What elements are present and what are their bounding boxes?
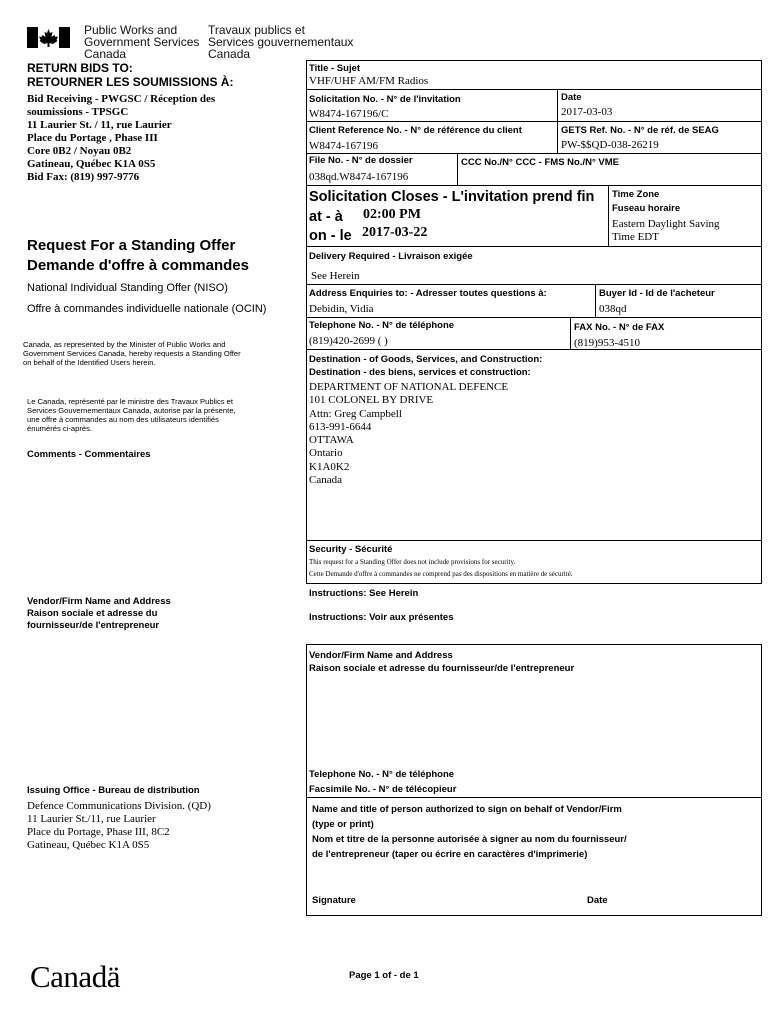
telephone-value: (819)420-2699 ( ) xyxy=(309,335,388,347)
vendor-name-field[interactable] xyxy=(310,678,758,766)
canada-request-en: Canada, as represented by the Minister of Public Works and Government Services Canada, hereby requests a Standing Offer on behalf of the Identified Users herein. xyxy=(23,340,241,367)
gets-ref-label: GETS Ref. No. - N° de réf. de SEAG xyxy=(561,125,719,136)
gets-ref-value: PW-$$QD-038-26219 xyxy=(561,139,659,151)
vendor-fax-label: Facsimile No. - N° de télécopieur xyxy=(309,784,457,795)
fax-value: (819)953-4510 xyxy=(574,337,640,349)
file-no-value: 038qd.W8474-167196 xyxy=(309,171,409,183)
comments-label: Comments - Commentaires xyxy=(27,449,151,460)
authorized-person-label: Name and title of person authorized to sign on behalf of Vendor/Firm (type or print) Nom et titre de la personne autorisée à signer au nom du fournisseur/ de l'entrepreneur (taper ou écrire en caractères d'imprimerie) xyxy=(312,804,627,860)
department-name-fr: Travaux publics et Services gouvernementaux Canada xyxy=(208,23,354,61)
time-zone-label: Time Zone Fuseau horaire xyxy=(612,189,681,214)
solicitation-no-value: W8474-167196/C xyxy=(309,108,389,120)
destination-label: Destination - of Goods, Services, and Construction: Destination - des biens, services et construction: xyxy=(309,354,543,378)
canada-request-fr: Le Canada, représenté par le ministre des Travaux Publics et Services Gouvernementaux Canada, autorise par la présente, une offre à commandes au nom des utilisateurs identifiés énumérés ci-après. xyxy=(27,397,236,433)
destination-address: DEPARTMENT OF NATIONAL DEFENCE 101 COLONEL BY DRIVE Attn: Greg Campbell 613-991-6644 OTTAWA Ontario K1A0K2 Canada xyxy=(309,381,509,487)
address-enquiries-label: Address Enquiries to: - Adresser toutes questions à: xyxy=(309,288,547,299)
request-title: Request For a Standing Offer Demande d'offre à commandes xyxy=(27,237,249,274)
vendor-name-label: Vendor/Firm Name and Address Raison sociale et adresse du fournisseur/de l'entrepreneur xyxy=(309,650,575,674)
closing-date-value: 2017-03-22 xyxy=(362,225,428,240)
niso-en: National Individual Standing Offer (NISO) xyxy=(27,282,228,294)
address-enquiries-value: Debidin, Vidia xyxy=(309,303,374,315)
department-name-en: Public Works and Government Services Canada xyxy=(84,23,200,61)
buyer-id-label: Buyer Id - Id de l'acheteur xyxy=(599,288,715,299)
signature-label: Signature xyxy=(312,895,356,906)
security-text-fr: Cette Demande d'offre à commandes ne comprend pas des dispositions en matière de sécurité. xyxy=(309,570,573,578)
page-number: Page 1 of - de 1 xyxy=(349,970,419,981)
authorized-person-field[interactable] xyxy=(310,864,758,890)
ccc-no-label: CCC No./N° CCC - FMS No./N° VME xyxy=(461,157,620,168)
closing-time-value: 02:00 PM xyxy=(363,207,421,222)
file-no-label: File No. - N° de dossier xyxy=(309,155,413,166)
client-reference-value: W8474-167196 xyxy=(309,140,379,152)
buyer-id-value: 038qd xyxy=(599,303,627,315)
instructions-en: Instructions: See Herein xyxy=(309,588,419,599)
date-value: 2017-03-03 xyxy=(561,106,613,118)
title-label: Title - Sujet xyxy=(309,63,361,74)
return-bids-title: RETURN BIDS TO: RETOURNER LES SOUMISSIONS À: xyxy=(27,61,234,89)
time-zone-value: Eastern Daylight Saving Time EDT xyxy=(612,218,720,243)
niso-fr: Offre à commandes individuelle nationale (OCIN) xyxy=(27,303,267,315)
instructions-fr: Instructions: Voir aux présentes xyxy=(309,612,454,623)
solicitation-closes-label: Solicitation Closes - L'invitation prend fin xyxy=(309,189,595,205)
delivery-required-label: Delivery Required - Livraison exigée xyxy=(309,251,473,262)
vendor-firm-label-left: Vendor/Firm Name and Address Raison sociale et adresse du fournisseur/de l'entrepreneur xyxy=(27,596,171,631)
security-label: Security - Sécurité xyxy=(309,544,393,555)
canada-flag-icon xyxy=(27,27,70,48)
signature-date-label: Date xyxy=(587,895,608,906)
title-value: VHF/UHF AM/FM Radios xyxy=(309,75,429,87)
fax-label: FAX No. - N° de FAX xyxy=(574,322,665,333)
return-bids-address: Bid Receiving - PWGSC / Réception des soumissions - TPSGC 11 Laurier St. / 11, rue Laurier Place du Portage , Phase III Core 0B2 / Noyau 0B2 Gatineau, Québec K1A 0S5 Bid Fax: (819) 997-9776 xyxy=(27,93,216,183)
security-text-en: This request for a Standing Offer does not include provisions for security. xyxy=(309,558,516,566)
delivery-required-value: See Herein xyxy=(311,270,360,282)
solicitation-no-label: Solicitation No. - N° de l'invitation xyxy=(309,94,461,105)
issuing-office-label: Issuing Office - Bureau de distribution xyxy=(27,785,200,796)
vendor-phone-label: Telephone No. - N° de téléphone xyxy=(309,769,455,780)
telephone-label: Telephone No. - N° de téléphone xyxy=(309,320,455,331)
canada-wordmark: Canadä xyxy=(30,959,120,994)
date-label: Date xyxy=(561,92,582,103)
issuing-office-address: Defence Communications Division. (QD) 11 Laurier St./11, rue Laurier Place du Portage, Phase III, 8C2 Gatineau, Québec K1A 0S5 xyxy=(27,800,211,851)
on-label: on - le xyxy=(309,228,352,244)
client-reference-label: Client Reference No. - N° de référence du client xyxy=(309,125,522,136)
at-label: at - à xyxy=(309,209,343,225)
